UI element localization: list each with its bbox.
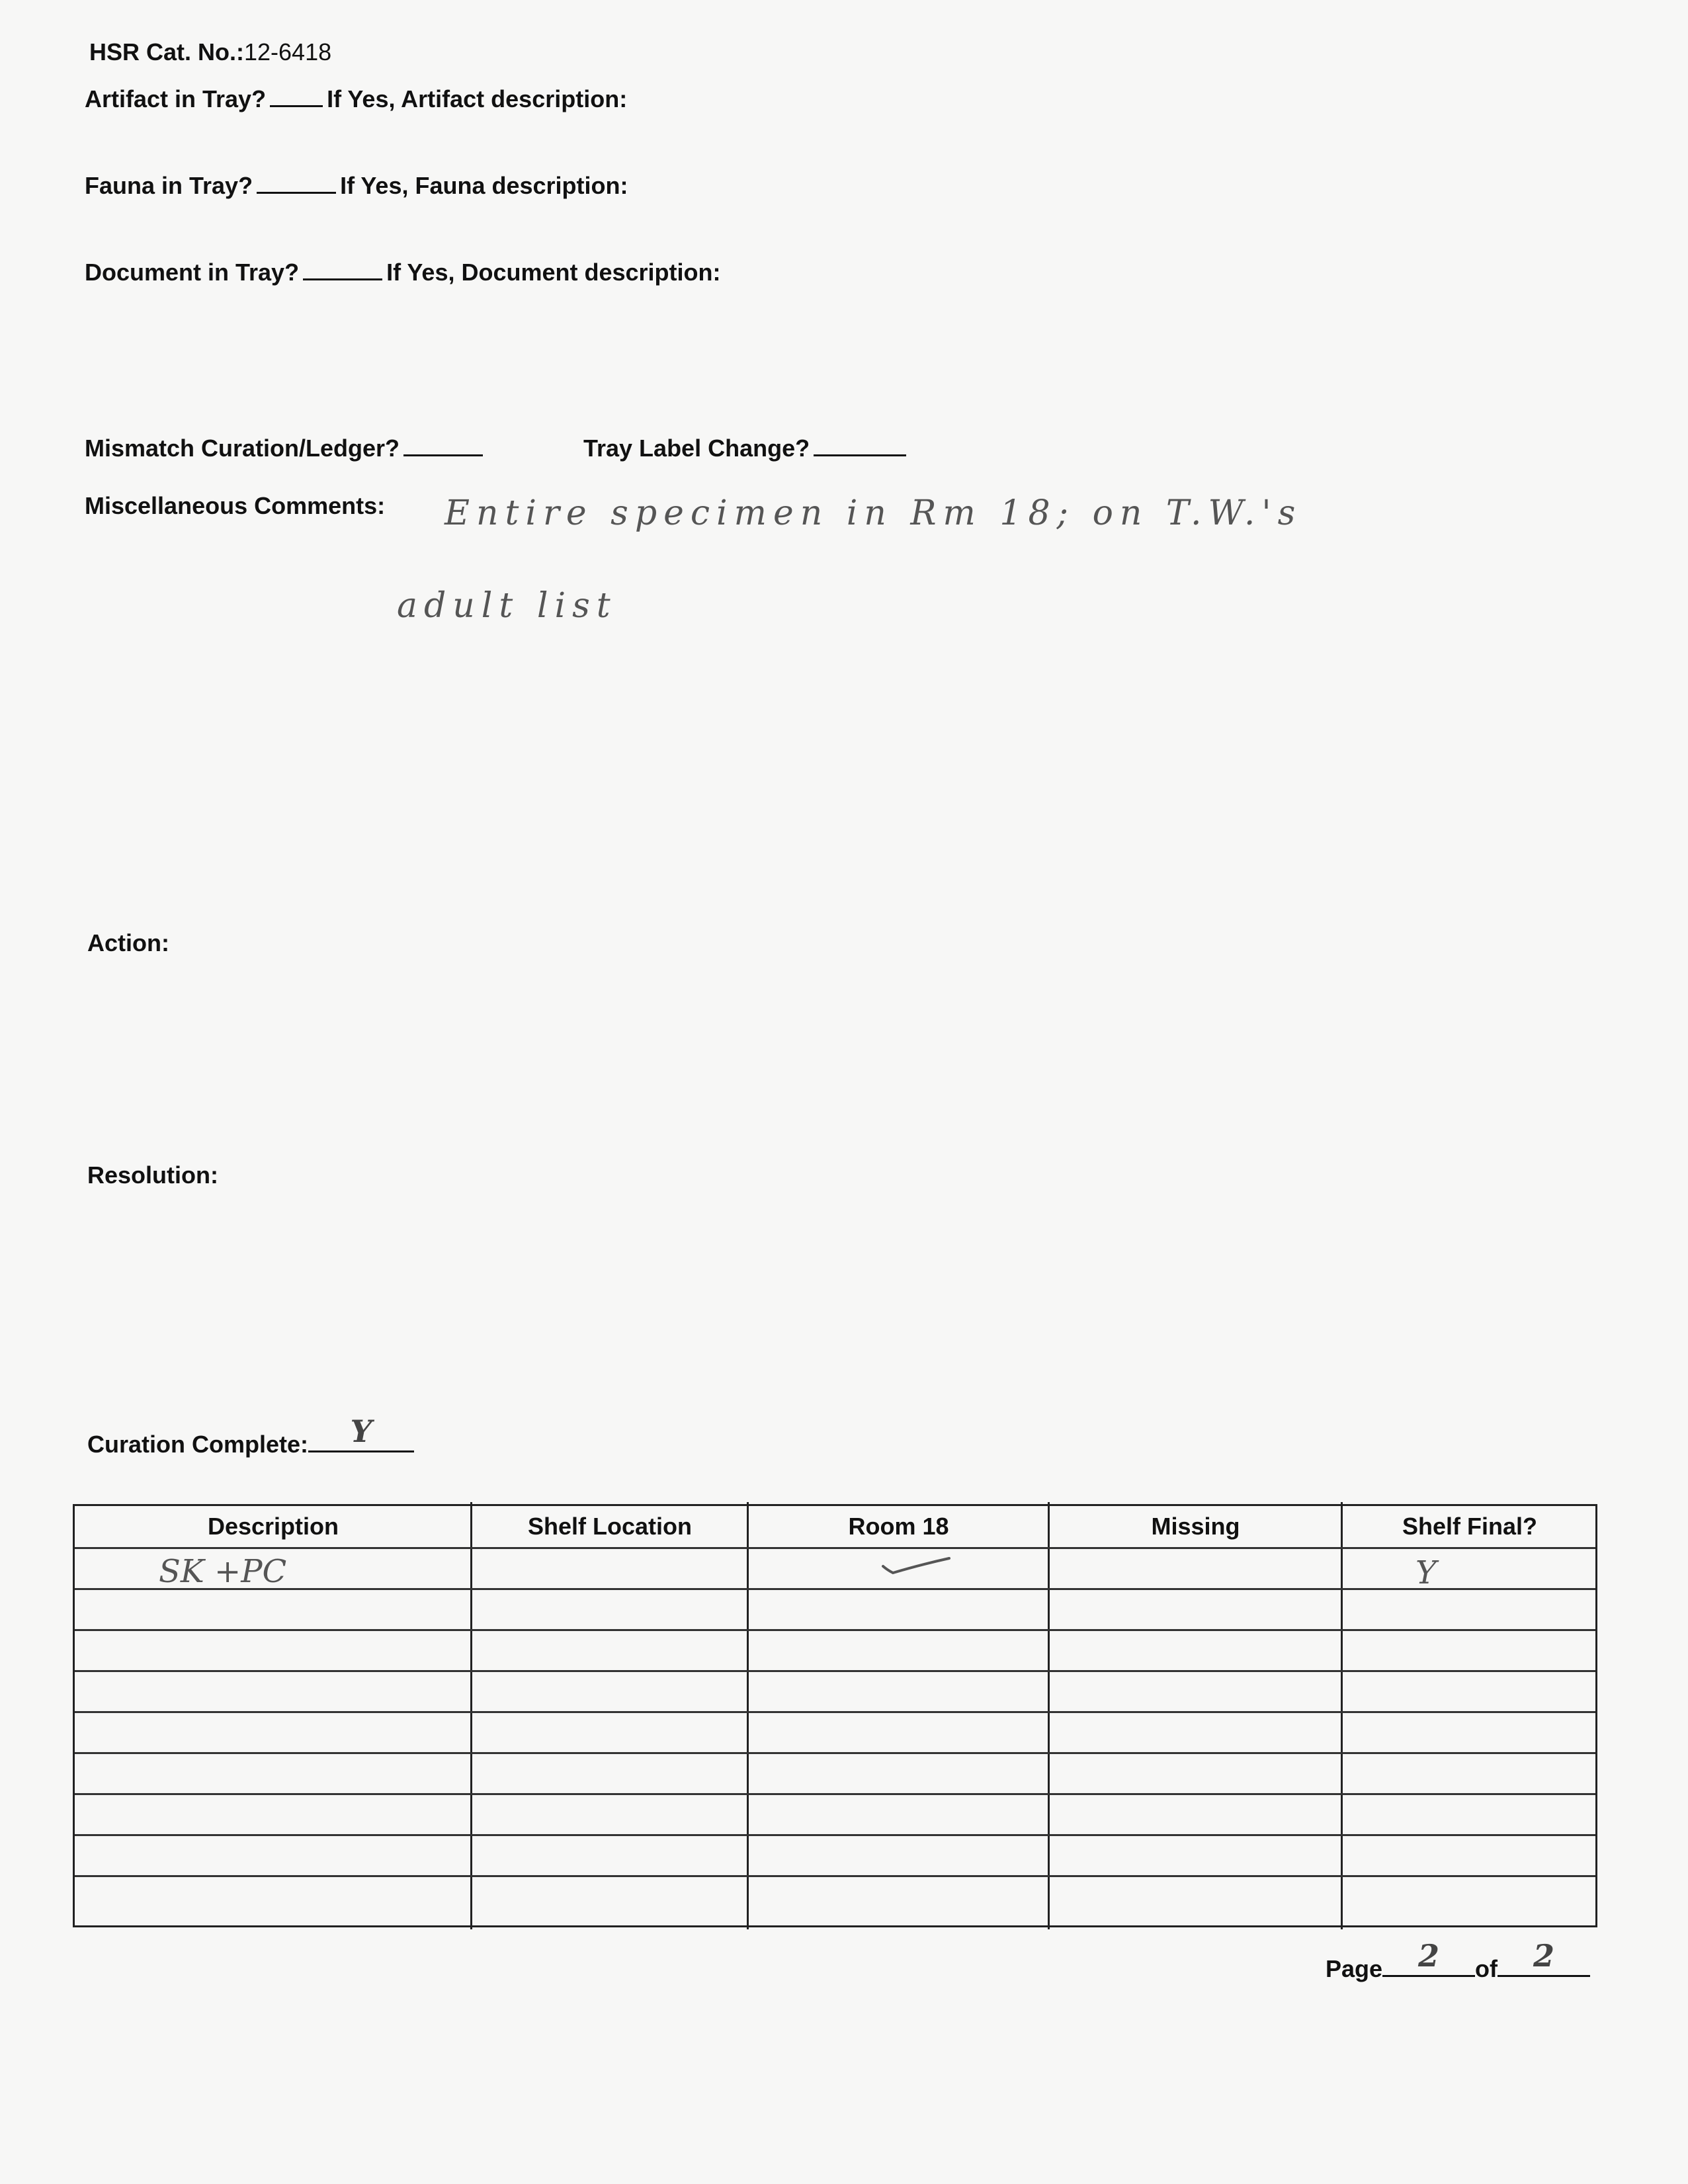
row1-room18-check-icon: [880, 1553, 952, 1579]
page-value: 2: [1418, 1938, 1440, 1974]
column-divider: [1048, 1502, 1050, 1929]
curation-complete-value: Y: [350, 1413, 372, 1449]
tray-label-blank[interactable]: [814, 435, 906, 456]
page-number-row: [1326, 1938, 1590, 1983]
row-divider: [75, 1629, 1595, 1631]
misc-comments-line2: adult list: [397, 586, 617, 626]
misc-comments-label: Miscellaneous Comments:: [85, 492, 386, 519]
tray-label-row: [583, 435, 910, 462]
artifact-question: Artifact in Tray?: [85, 85, 267, 112]
of-label: of: [1475, 1955, 1498, 1982]
inventory-table: [73, 1504, 1597, 1927]
row-divider: [75, 1793, 1595, 1795]
of-value: 2: [1533, 1938, 1555, 1974]
mismatch-blank[interactable]: [403, 435, 483, 456]
of-field[interactable]: [1498, 1938, 1590, 1977]
row-divider: [75, 1588, 1595, 1590]
cat-no-label: HSR Cat. No.:: [89, 38, 244, 65]
curation-complete-field[interactable]: [308, 1413, 414, 1452]
fauna-blank[interactable]: [257, 172, 336, 194]
artifact-blank[interactable]: [270, 85, 323, 107]
col-header-shelf-final: Shelf Final?: [1402, 1513, 1537, 1540]
row-divider: [75, 1547, 1595, 1549]
document-question: Document in Tray?: [85, 259, 300, 286]
document-description-label: If Yes, Document description:: [386, 259, 721, 286]
tray-label-question: Tray Label Change?: [583, 435, 810, 462]
artifact-description-label: If Yes, Artifact description:: [327, 85, 628, 112]
mismatch-question: Mismatch Curation/Ledger?: [85, 435, 400, 462]
curation-complete-label: Curation Complete:: [87, 1431, 309, 1458]
fauna-row: [85, 172, 628, 200]
col-header-missing: Missing: [1151, 1513, 1240, 1540]
resolution-label: Resolution:: [87, 1161, 218, 1189]
row-divider: [75, 1834, 1595, 1836]
row-divider: [75, 1670, 1595, 1672]
artifact-row: [85, 85, 627, 113]
col-header-shelf-location: Shelf Location: [527, 1513, 692, 1540]
row-divider: [75, 1752, 1595, 1754]
column-divider: [747, 1502, 749, 1929]
column-divider: [470, 1502, 472, 1929]
misc-comments-line1: Entire specimen in Rm 18; on T.W.'s: [444, 493, 1302, 533]
row1-shelf-final: Y: [1415, 1554, 1437, 1591]
row1-description: SK +PC: [159, 1553, 287, 1590]
col-header-room-18: Room 18: [848, 1513, 949, 1540]
cat-no-value: 12-6418: [244, 38, 332, 65]
document-row: [85, 259, 721, 286]
column-divider: [1341, 1502, 1343, 1929]
page-field[interactable]: [1382, 1938, 1475, 1977]
page-label: Page: [1326, 1955, 1383, 1982]
fauna-description-label: If Yes, Fauna description:: [340, 172, 628, 199]
row-divider: [75, 1711, 1595, 1713]
action-label: Action:: [87, 929, 169, 956]
curation-complete-row: [87, 1413, 418, 1458]
document-blank[interactable]: [303, 259, 382, 280]
row-divider: [75, 1875, 1595, 1877]
cat-no-line: [89, 38, 331, 66]
mismatch-row: [85, 435, 487, 462]
col-header-description: Description: [207, 1513, 339, 1540]
fauna-question: Fauna in Tray?: [85, 172, 253, 199]
